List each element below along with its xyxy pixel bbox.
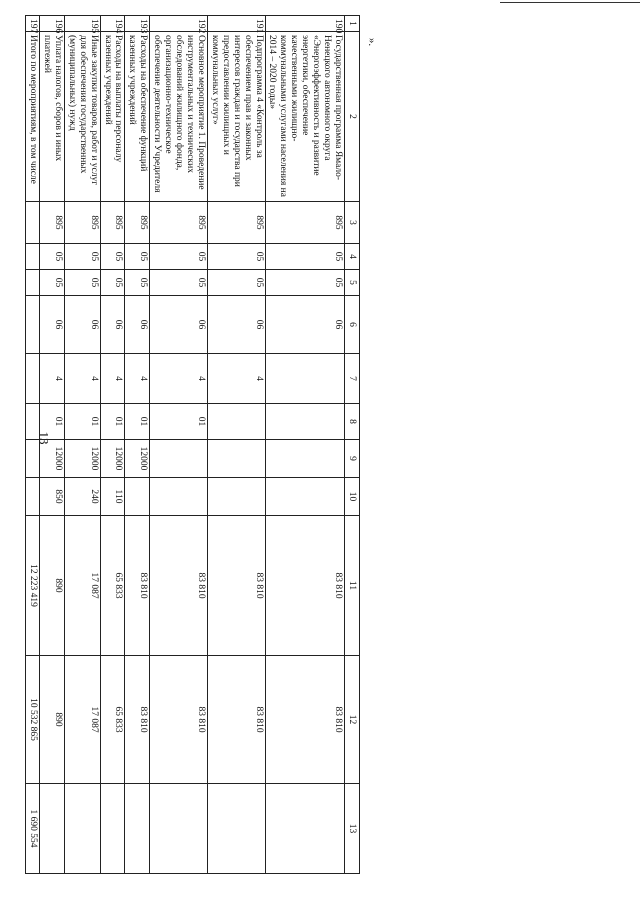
- item-name-cell: Основное мероприятие 1. Проведение инструментальных и технических обследований жилищного фонда, организационно-техническое обеспечение деятельности Учредителя: [150, 32, 208, 202]
- table-cell: [26, 478, 40, 516]
- column-header: 9: [345, 440, 360, 478]
- table-row: [125, 16, 150, 874]
- table-header-row: [345, 16, 360, 874]
- table-row: [64, 16, 100, 874]
- table-cell: 17 087: [64, 516, 100, 656]
- table-cell: 12000: [64, 440, 100, 478]
- table-cell: [150, 784, 208, 874]
- item-name-cell: Расходы на обеспечение функций казенных учреждений: [125, 32, 150, 202]
- table-row: [40, 16, 65, 874]
- table-cell: 01: [150, 404, 208, 440]
- column-header: 12: [345, 656, 360, 784]
- table-cell: 890: [40, 656, 65, 784]
- table-cell: [26, 296, 40, 354]
- column-header: 8: [345, 404, 360, 440]
- table-cell: 05: [265, 244, 344, 270]
- item-name-cell: Расходы на выплаты персоналу казенных учреждений: [100, 32, 125, 202]
- table-cell: [100, 784, 125, 874]
- table-cell: 4: [125, 354, 150, 404]
- closing-mark: ».: [366, 37, 379, 47]
- table-cell: 17 087: [64, 656, 100, 784]
- table-cell: 4: [64, 354, 100, 404]
- table-cell: [207, 478, 265, 516]
- table-cell: 12000: [100, 440, 125, 478]
- table-cell: [207, 784, 265, 874]
- table-cell: 83 810: [150, 516, 208, 656]
- table-cell: 240: [64, 478, 100, 516]
- row-number-cell: 194: [100, 16, 125, 32]
- row-number-cell: 195: [64, 16, 100, 32]
- table-cell: 06: [125, 296, 150, 354]
- table-cell: 05: [125, 270, 150, 296]
- table-cell: 05: [64, 244, 100, 270]
- table-cell: [150, 440, 208, 478]
- table-cell: 05: [150, 244, 208, 270]
- table-cell: [125, 478, 150, 516]
- column-header: 4: [345, 244, 360, 270]
- table-cell: [26, 270, 40, 296]
- table-cell: [150, 478, 208, 516]
- item-name-cell: Уплата налогов, сборов и иных платежей: [40, 32, 65, 202]
- item-name-cell: Итого по мероприятиям, в том числе: [26, 32, 40, 202]
- table-row: [26, 16, 40, 874]
- table-cell: 05: [100, 244, 125, 270]
- table-cell: 83 810: [150, 656, 208, 784]
- table-cell: [265, 440, 344, 478]
- table-cell: 05: [40, 270, 65, 296]
- row-number-cell: 190: [265, 16, 344, 32]
- table-cell: [64, 784, 100, 874]
- table-cell: 05: [100, 270, 125, 296]
- table-row: [265, 16, 344, 874]
- table-cell: 110: [100, 478, 125, 516]
- column-header: 6: [345, 296, 360, 354]
- column-header: 13: [345, 784, 360, 874]
- table-row: [207, 16, 265, 874]
- table-cell: 895: [150, 202, 208, 244]
- table-cell: 06: [100, 296, 125, 354]
- table-cell: [26, 440, 40, 478]
- page-number: 13: [36, 431, 52, 445]
- table-cell: 10 532 865: [26, 656, 40, 784]
- top-rule: [500, 2, 640, 3]
- table-cell: 12000: [40, 440, 65, 478]
- table-cell: 01: [100, 404, 125, 440]
- item-name-cell: Государственная программа Ямало-Ненецкого автономного округа «Энергоэффективность и развитие энергетики, обеспечение качественными жилищно-коммунальными услугами населения на 2014 – 2020 годы»: [265, 32, 344, 202]
- table-cell: 65 833: [100, 516, 125, 656]
- table-row: [100, 16, 125, 874]
- table-cell: 1 690 554: [26, 784, 40, 874]
- table-cell: 05: [207, 270, 265, 296]
- table-row: [150, 16, 208, 874]
- column-header: 5: [345, 270, 360, 296]
- table-cell: [26, 354, 40, 404]
- table-cell: 850: [40, 478, 65, 516]
- table-cell: 83 810: [265, 656, 344, 784]
- table-cell: 05: [40, 244, 65, 270]
- row-number-cell: 197: [26, 16, 40, 32]
- rotated-table-area: [28, 15, 360, 873]
- table-cell: 895: [64, 202, 100, 244]
- table-cell: [207, 440, 265, 478]
- table-cell: 06: [40, 296, 65, 354]
- table-cell: 01: [64, 404, 100, 440]
- table-cell: 05: [150, 270, 208, 296]
- table-cell: 05: [64, 270, 100, 296]
- column-header: 11: [345, 516, 360, 656]
- table-cell: [26, 244, 40, 270]
- item-name-cell: Иные закупки товаров, работ и услуг для обеспечения государственных (муниципальных) нужд: [64, 32, 100, 202]
- table-cell: 895: [40, 202, 65, 244]
- table-cell: 05: [125, 244, 150, 270]
- item-name-cell: Подпрограмма 4 «Контроль за обеспечением прав и законных интересов граждан и государства при предоставлении жилищных и коммунальных услуг»: [207, 32, 265, 202]
- column-header: 2: [345, 32, 360, 202]
- table-cell: 12000: [125, 440, 150, 478]
- table-cell: [265, 404, 344, 440]
- table-cell: 83 810: [125, 516, 150, 656]
- table-cell: 890: [40, 516, 65, 656]
- table-cell: 4: [100, 354, 125, 404]
- table-cell: 4: [150, 354, 208, 404]
- budget-table-container: [28, 15, 360, 873]
- table-cell: [207, 404, 265, 440]
- column-header: 7: [345, 354, 360, 404]
- row-number-cell: 193: [125, 16, 150, 32]
- table-cell: 06: [265, 296, 344, 354]
- table-cell: [265, 478, 344, 516]
- table-cell: 01: [40, 404, 65, 440]
- table-cell: [40, 784, 65, 874]
- column-header: 10: [345, 478, 360, 516]
- row-number-cell: 192: [150, 16, 208, 32]
- table-cell: [265, 354, 344, 404]
- table-cell: 05: [207, 244, 265, 270]
- table-cell: 83 810: [265, 516, 344, 656]
- table-cell: 06: [150, 296, 208, 354]
- table-cell: [125, 784, 150, 874]
- table-cell: [26, 202, 40, 244]
- table-cell: 83 810: [207, 516, 265, 656]
- table-cell: [26, 404, 40, 440]
- table-cell: 895: [125, 202, 150, 244]
- column-header: 1: [345, 16, 360, 32]
- table-cell: 895: [207, 202, 265, 244]
- table-cell: 4: [40, 354, 65, 404]
- row-number-cell: 191: [207, 16, 265, 32]
- table-cell: [265, 784, 344, 874]
- table-cell: 895: [265, 202, 344, 244]
- budget-table: [25, 15, 360, 874]
- table-cell: 12 223 419: [26, 516, 40, 656]
- table-cell: 01: [125, 404, 150, 440]
- table-cell: 83 810: [207, 656, 265, 784]
- table-cell: 83 810: [125, 656, 150, 784]
- table-cell: 65 833: [100, 656, 125, 784]
- table-cell: 06: [207, 296, 265, 354]
- row-number-cell: 196: [40, 16, 65, 32]
- table-cell: 4: [207, 354, 265, 404]
- table-cell: 05: [265, 270, 344, 296]
- table-cell: 895: [100, 202, 125, 244]
- column-header: 3: [345, 202, 360, 244]
- table-cell: 06: [64, 296, 100, 354]
